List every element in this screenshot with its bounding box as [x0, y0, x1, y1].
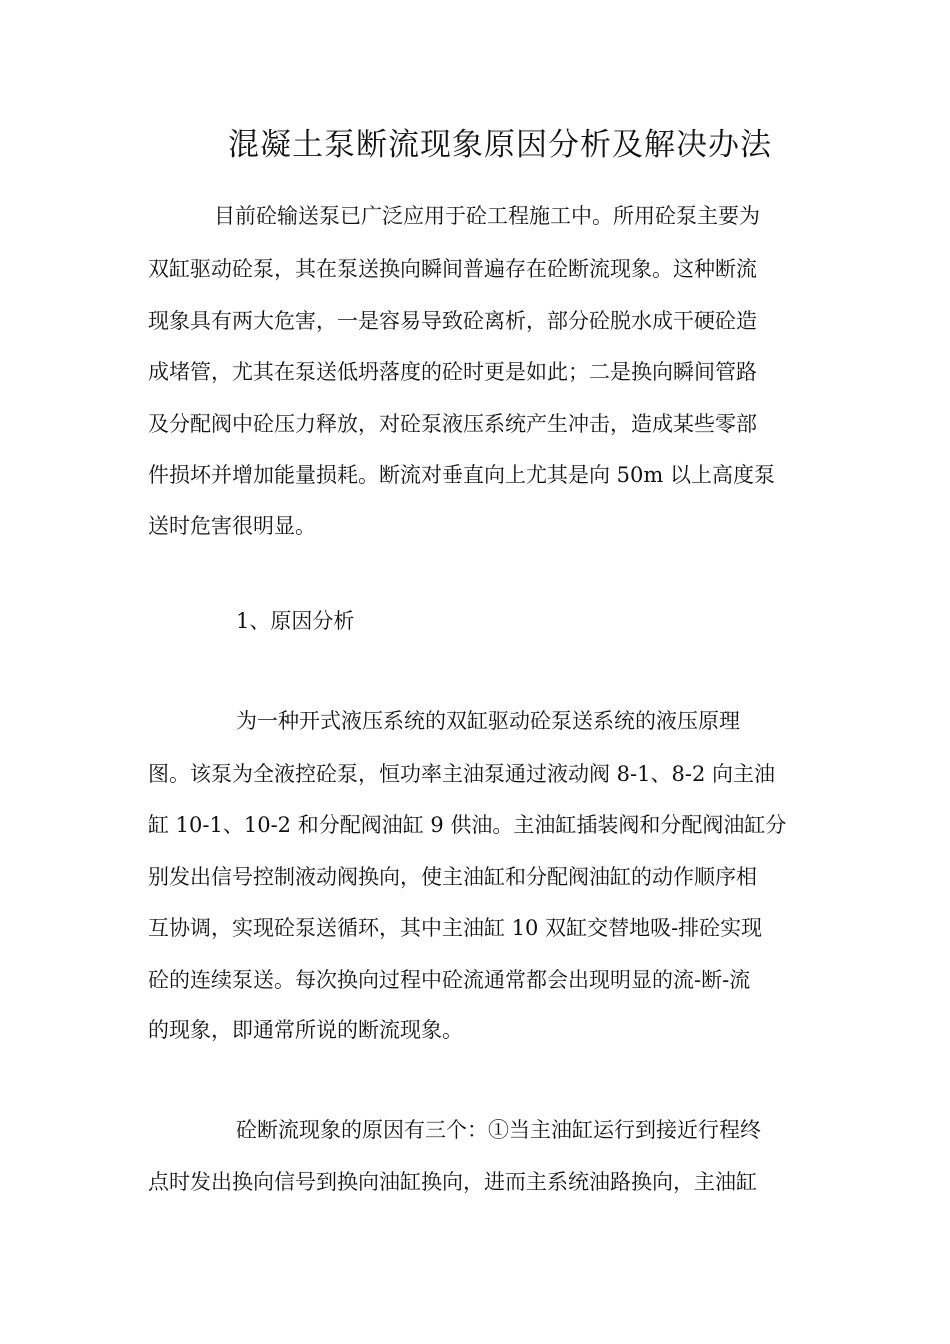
- paragraph-3-line-1: 砼断流现象的原因有三个：①当主油缸运行到接近行程终: [236, 1118, 761, 1142]
- paragraph-1-line-6: 件损坏并增加能量损耗。断流对垂直向上尤其是向 50m 以上高度泵: [148, 463, 775, 487]
- paragraph-2-line-2: 图。该泵为全液控砼泵，恒功率主油泵通过液动阀 8-1、8-2 向主油: [148, 762, 775, 786]
- paragraph-1-line-3: 现象具有两大危害，一是容易导致砼离析，部分砼脱水成干硬砼造: [148, 309, 757, 333]
- paragraph-1-line-2: 双缸驱动砼泵，其在泵送换向瞬间普遍存在砼断流现象。这种断流: [148, 257, 757, 281]
- paragraph-1-line-4: 成堵管，尤其在泵送低坍落度的砼时更是如此；二是换向瞬间管路: [148, 360, 757, 384]
- paragraph-1-line-5: 及分配阀中砼压力释放，对砼泵液压系统产生冲击，造成某些零部: [148, 412, 757, 436]
- paragraph-1-line-1: 目前砼输送泵已广泛应用于砼工程施工中。所用砼泵主要为: [214, 204, 760, 228]
- paragraph-1-line-7: 送时危害很明显。: [148, 514, 316, 538]
- paragraph-2-line-6: 砼的连续泵送。每次换向过程中砼流通常都会出现明显的流-断-流: [148, 968, 751, 992]
- section-heading: 1、原因分析: [236, 609, 355, 633]
- paragraph-2-line-7: 的现象，即通常所说的断流现象。: [148, 1018, 463, 1042]
- paragraph-2-line-1: 为一种开式液压系统的双缸驱动砼泵送系统的液压原理: [236, 709, 740, 733]
- paragraph-2-line-3: 缸 10-1、10-2 和分配阀油缸 9 供油。主油缸插装阀和分配阀油缸分: [148, 813, 787, 837]
- paragraph-3-line-2: 点时发出换向信号到换向油缸换向，进而主系统油路换向，主油缸: [148, 1170, 757, 1194]
- document-title: 混凝土泵断流现象原因分析及解决办法: [228, 127, 772, 163]
- paragraph-2-line-4: 别发出信号控制液动阀换向，使主油缸和分配阀油缸的动作顺序相: [148, 865, 757, 889]
- paragraph-2-line-5: 互协调，实现砼泵送循环，其中主油缸 10 双缸交替地吸-排砼实现: [148, 916, 763, 940]
